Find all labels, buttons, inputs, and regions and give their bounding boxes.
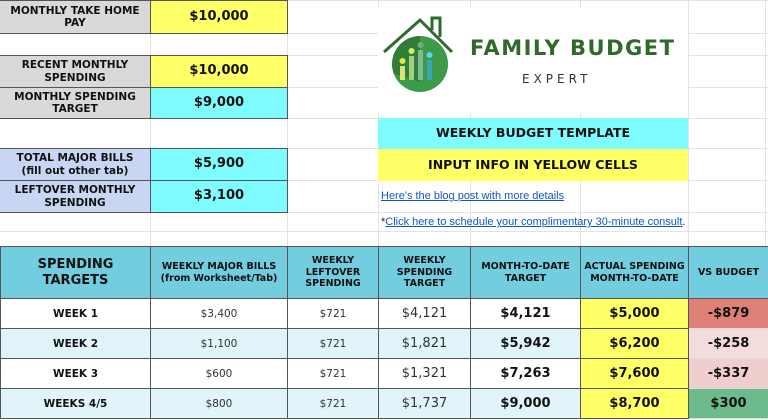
- week-label: WEEKS 4/5: [1, 389, 151, 419]
- leftover-cell[interactable]: $721: [288, 389, 379, 419]
- vs-budget-cell[interactable]: -$337: [689, 359, 768, 389]
- mtd-target-cell[interactable]: $5,942: [471, 329, 581, 359]
- col-header-actual-spending: ACTUAL SPENDING MONTH-TO-DATE: [581, 247, 689, 299]
- consult-link[interactable]: Click here to schedule your complimentary 30-minute consult: [385, 216, 683, 228]
- col-header-spending-targets: SPENDING TARGETS: [1, 247, 151, 299]
- table-row: [1, 389, 768, 419]
- leftover-cell[interactable]: $721: [288, 299, 379, 329]
- spending-target-value[interactable]: $9,000: [150, 87, 288, 119]
- take-home-label: MONTHLY TAKE HOME PAY: [0, 0, 151, 34]
- gridline: [688, 0, 689, 246]
- mtd-target-cell[interactable]: $4,121: [471, 299, 581, 329]
- col-header-mtd-target: MONTH-TO-DATE TARGET: [471, 247, 581, 299]
- major-bills-cell[interactable]: $800: [151, 389, 288, 419]
- logo-title: FAMILY BUDGET: [470, 36, 676, 60]
- weekly-target-cell[interactable]: $1,737: [379, 389, 471, 419]
- mtd-target-cell[interactable]: $9,000: [471, 389, 581, 419]
- leftover-value[interactable]: $3,100: [150, 180, 288, 213]
- gridline: [0, 231, 768, 232]
- col-header-vs-budget: VS BUDGET: [689, 247, 768, 299]
- table-header-row: [1, 247, 768, 299]
- col-header-weekly-spending-target: WEEKLY SPENDING TARGET: [379, 247, 471, 299]
- major-bills-value[interactable]: $5,900: [150, 148, 288, 181]
- consult-link-row: *Click here to schedule your complimentary 30-minute consult.: [381, 216, 686, 228]
- logo-subtitle: EXPERT: [522, 72, 592, 86]
- actual-spending-input[interactable]: $8,700: [581, 389, 689, 419]
- vs-budget-cell[interactable]: -$879: [689, 299, 768, 329]
- table-row: [1, 299, 768, 329]
- major-bills-cell[interactable]: $600: [151, 359, 288, 389]
- weekly-target-cell[interactable]: $1,321: [379, 359, 471, 389]
- weekly-target-cell[interactable]: $4,121: [379, 299, 471, 329]
- week-label: WEEK 1: [1, 299, 151, 329]
- instruction-banner: INPUT INFO IN YELLOW CELLS: [378, 149, 688, 181]
- major-bills-cell[interactable]: $1,100: [151, 329, 288, 359]
- actual-spending-input[interactable]: $7,600: [581, 359, 689, 389]
- table-row: [1, 359, 768, 389]
- spending-target-label: MONTHLY SPENDING TARGET: [0, 87, 151, 119]
- spending-targets-table: [0, 246, 768, 419]
- col-header-weekly-leftover: WEEKLY LEFTOVER SPENDING: [288, 247, 379, 299]
- major-bills-label: TOTAL MAJOR BILLS (fill out other tab): [0, 148, 151, 181]
- blog-post-link[interactable]: Here's the blog post with more details: [381, 190, 565, 202]
- leftover-label: LEFTOVER MONTHLY SPENDING: [0, 180, 151, 213]
- vs-budget-cell[interactable]: $300: [689, 389, 768, 419]
- template-title-banner: WEEKLY BUDGET TEMPLATE: [378, 118, 688, 149]
- vs-budget-cell[interactable]: -$258: [689, 329, 768, 359]
- col-header-weekly-major-bills: WEEKLY MAJOR BILLS (from Worksheet/Tab): [151, 247, 288, 299]
- mtd-target-cell[interactable]: $7,263: [471, 359, 581, 389]
- major-bills-cell[interactable]: $3,400: [151, 299, 288, 329]
- weekly-target-cell[interactable]: $1,821: [379, 329, 471, 359]
- family-budget-expert-logo: [378, 8, 688, 113]
- actual-spending-input[interactable]: $5,000: [581, 299, 689, 329]
- week-label: WEEK 2: [1, 329, 151, 359]
- actual-spending-input[interactable]: $6,200: [581, 329, 689, 359]
- leftover-cell[interactable]: $721: [288, 359, 379, 389]
- blog-link-row: [381, 190, 564, 202]
- table-row: [1, 329, 768, 359]
- recent-spending-label: RECENT MONTHLY SPENDING: [0, 55, 151, 88]
- take-home-input[interactable]: $10,000: [150, 0, 288, 34]
- house-chart-icon: [380, 12, 466, 98]
- recent-spending-input[interactable]: $10,000: [150, 55, 288, 88]
- week-label: WEEK 3: [1, 359, 151, 389]
- leftover-cell[interactable]: $721: [288, 329, 379, 359]
